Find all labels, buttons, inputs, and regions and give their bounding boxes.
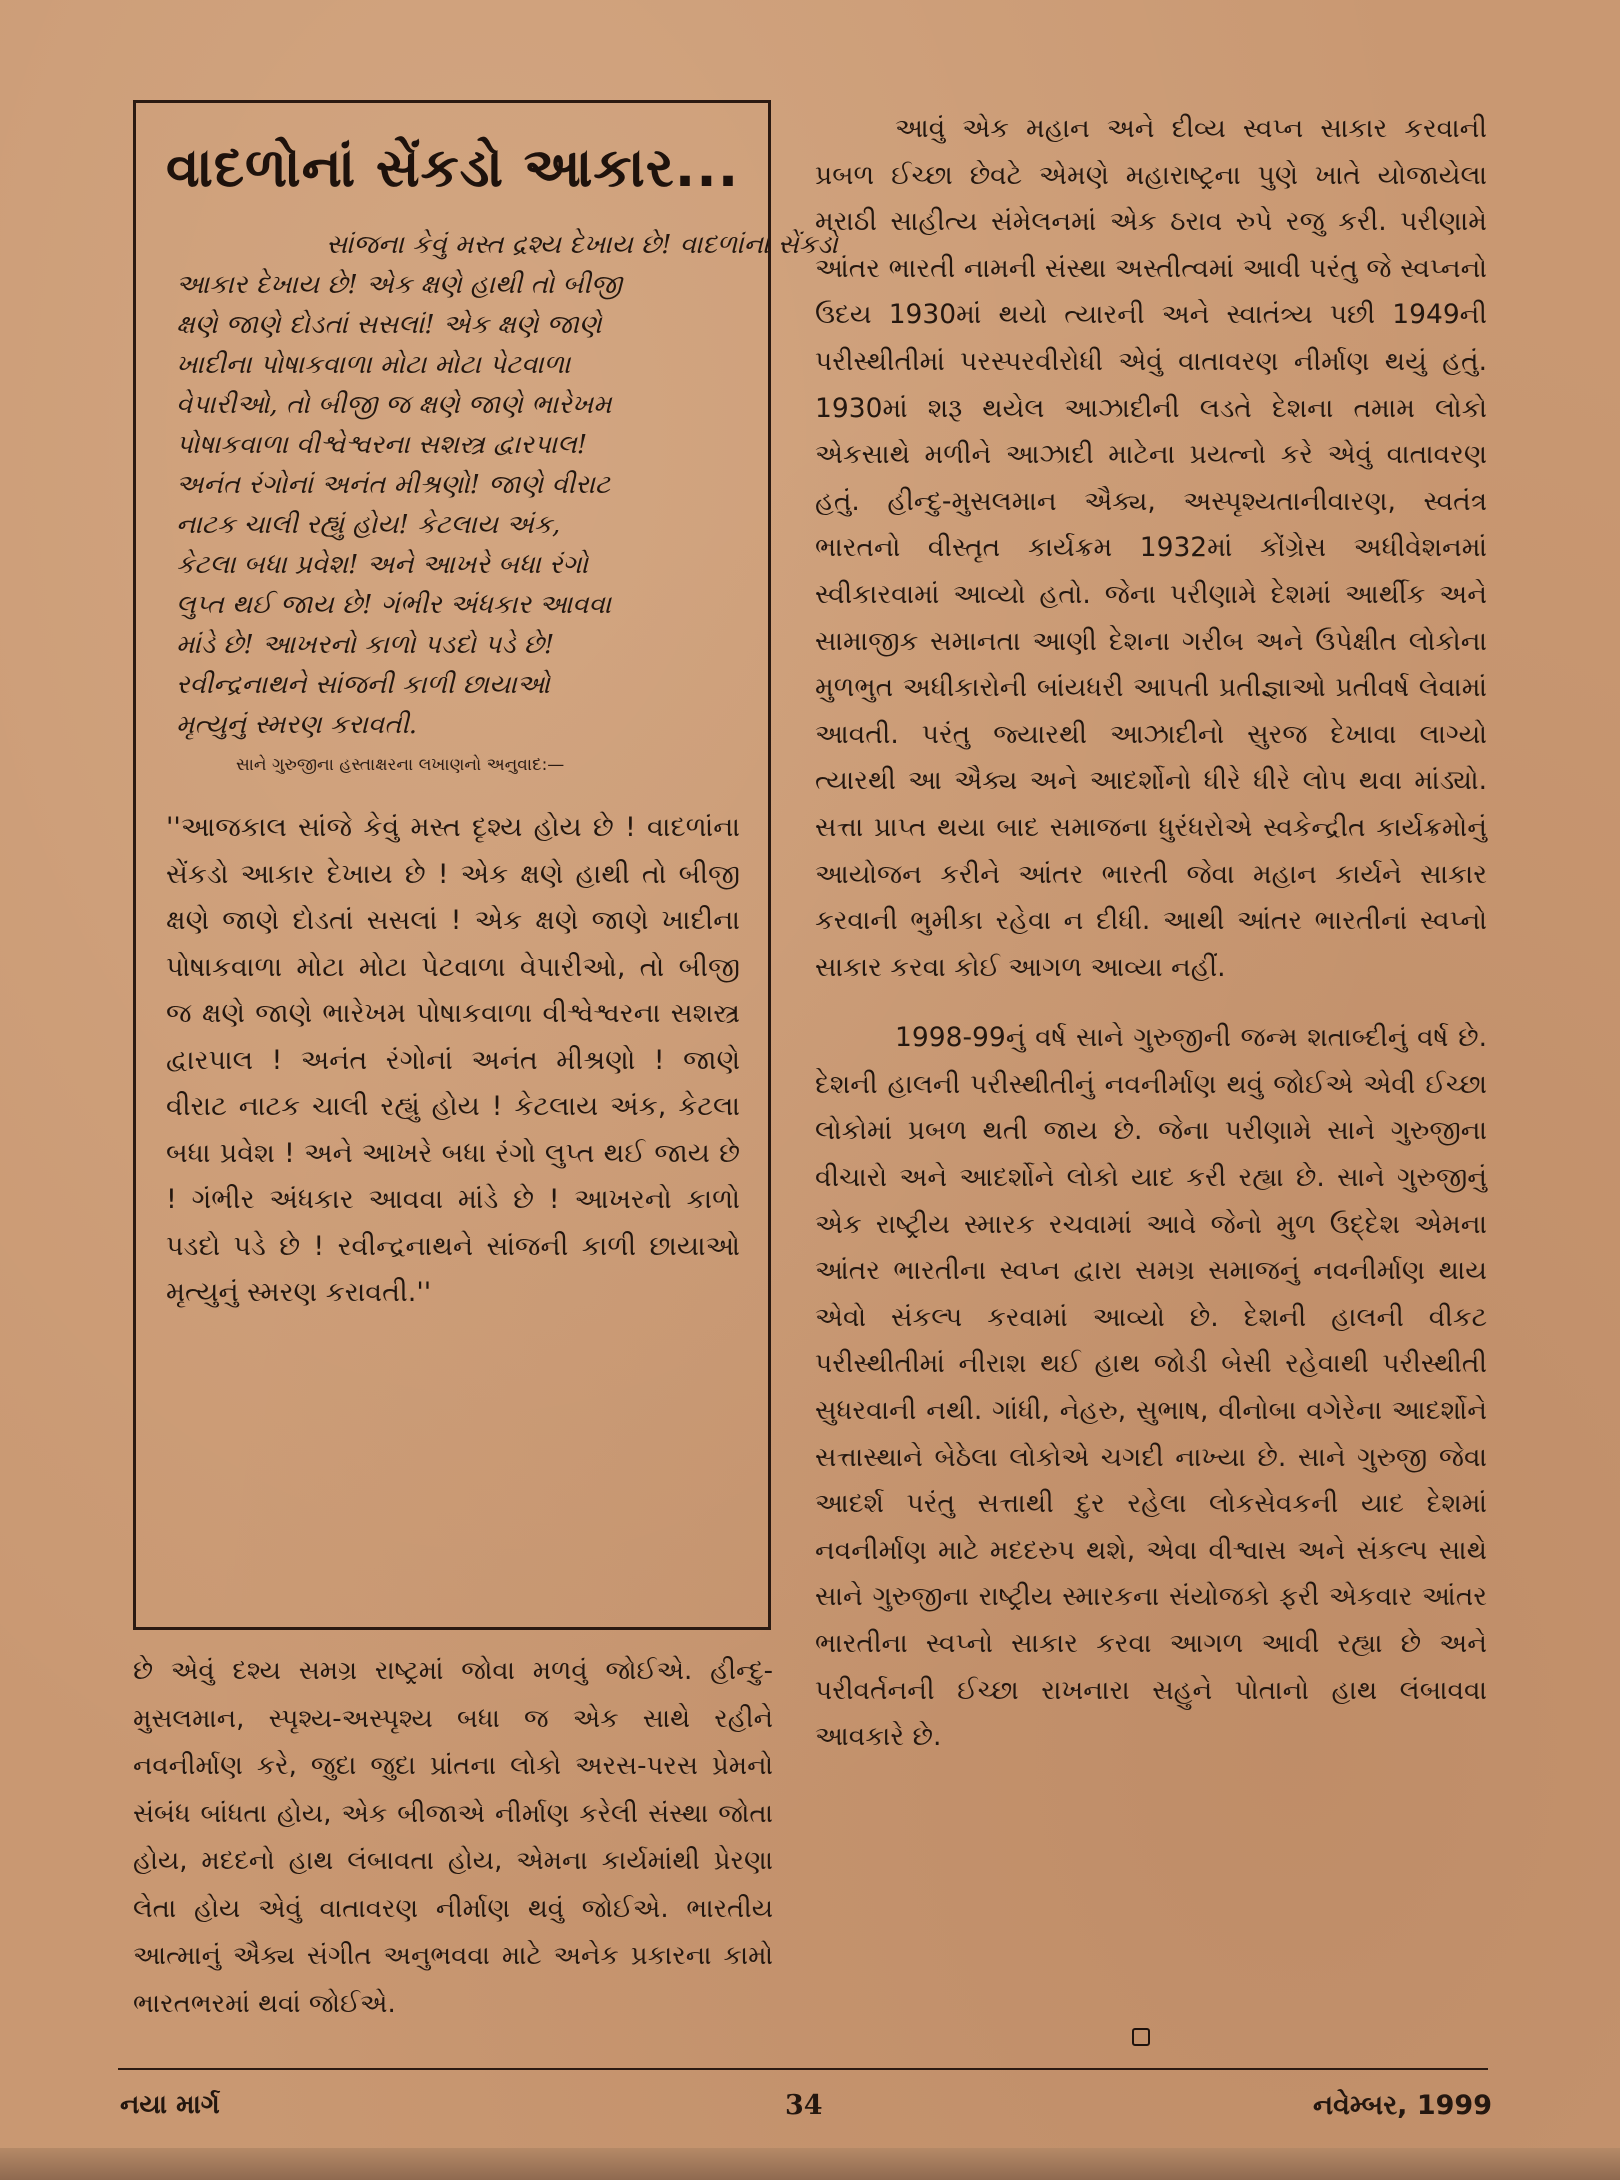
end-of-article-square-icon <box>1132 2028 1150 2046</box>
handwriting-line: વેપારીઓ, તો બીજી જ ક્ષણે જાણે ભારેખમ <box>176 390 612 420</box>
handwriting-line: રવીન્દ્રનાથને સાંજની કાળી છાયાઓ <box>176 670 550 700</box>
boxed-quote-column <box>133 100 838 1630</box>
article-paragraph: આવું એક મહાન અને દીવ્ય સ્વપ્ન સાકાર કરવાની પ્રબળ ઈચ્છા છેવટે એમણે મહારાષ્ટ્રના પુણે ખાતે યોજાયેલા મરાઠી સાહીત્ય સંમેલનમાં એક ઠરાવ રુપે રજુ કરી. પરીણામે આંતર ભારતી નામની સંસ્થા અસ્તીત્વમાં આવી પરંતુ જે સ્વપ્નનો ઉદય 1930માં થયો ત્યારની અને સ્વાતંત્ર્ય પછી 1949ની પરીસ્થીતીમાં પરસ્પરવીરોધી એવું વાતાવરણ નીર્માણ થયું હતું. 1930માં શરૂ થયેલ આઝાદીની લડતે દેશના તમામ લોકો એકસાથે મળીને આઝાદી માટેના પ્રયત્નો કરે એવું વાતાવરણ હતું. હીન્દુ-મુસલમાન ઐક્ય, અસ્પૃશ્યતાનીવારણ, સ્વતંત્ર ભારતનો વીસ્તૃત કાર્યક્રમ 1932માં કોંગ્રેસ અધીવેશનમાં સ્વીકારવામાં આવ્યો હતો. જેના પરીણામે દેશમાં આર્થીક અને સામાજીક સમાનતા આણી દેશના ગરીબ અને ઉપેક્ષીત લોકોના મુળભુત અધીકારોની બાંયધરી આપતી પ્રતીજ્ઞાઓ પ્રતીવર્ષ લેવામાં આવતી. પરંતુ જ્યારથી આઝાદીનો સુરજ દેખાવા લાગ્યો ત્યારથી આ ઐક્ય અને આદર્શોનો ધીરે ધીરે લોપ થવા માંડ્યો. સત્તા પ્રાપ્ત થયા બાદ સમાજના ધુરંધરોએ સ્વકેન્દ્રીત કાર્યક્રમોનું આયોજન કરીને આંતર ભારતી જેવા મહાન કાર્યને સાકાર કરવાની ભુમીકા રહેવા ન દીધી. આથી આંતર ભારતીનાં સ્વપ્નો સાકાર કરવા કોઈ આગળ આવ્યા નહીં. <box>815 113 1487 983</box>
scan-edge-shadow <box>0 2148 1620 2180</box>
handwriting-line: આકાર દેખાય છે! એક ક્ષણે હાથી તો બીજી <box>176 270 622 300</box>
handwriting-line: અનંત રંગોનાં અનંત મીશ્રણો! જાણે વીરાટ <box>176 470 611 500</box>
left-column-continuation: છે એવું દશ્ય સમગ્ર રાષ્ટ્રમાં જોવા મળવું જોઈએ. હીન્દુ-મુસલમાન, સ્પૃશ્ય-અસ્પૃશ્ય બધા જ એક સાથે રહીને નવનીર્માણ કરે, જુદા જુદા પ્રાંતના લોકો અરસ-પરસ પ્રેમનો સંબંધ બાંધતા હોય, એક બીજાએ નીર્માણ કરેલી સંસ્થા જોતા હોય, મદદનો હાથ લંબાવતા હોય, એમના કાર્યમાંથી પ્રેરણા લેતા હોય એવું વાતાવરણ નીર્માણ થવું જોઈએ. ભારતીય આત્માનું ઐક્ય સંગીત અનુભવવા માટે અનેક પ્રકારના કામો ભારતભરમાં થવાં જોઈએ. <box>133 1656 773 2019</box>
translated-quote: ''આજકાલ સાંજે કેવું મસ્ત દૃશ્ય હોય છે ! વાદળાંના સેંકડો આકાર દેખાય છે ! એક ક્ષણે હાથી તો બીજી ક્ષણે જાણે દોડતાં સસલાં ! એક ક્ષણે જાણે ખાદીના પોષાકવાળા મોટા મોટા પેટવાળા વેપારીઓ, તો બીજી જ ક્ષણે જાણે ભારેખમ પોષાકવાળા વીશ્વેશ્વરના સશસ્ત્ર દ્વારપાલ ! અનંત રંગોનાં અનંત મીશ્રણો ! જાણે વીરાટ નાટક ચાલી રહ્યું હોય ! કેટલાય અંક, કેટલા બધા પ્રવેશ ! અને આખરે બધા રંગો લુપ્ત થઈ જાય છે ! ગંભીર અંધકાર આવવા માંડે છે ! આખરનો કાળો પડદો પડે છે ! રવીન્દ્રનાથને સાંજની કાળી છાયાઓ મૃત્યુનું સ્મરણ કરાવતી.'' <box>166 812 740 1308</box>
handwriting-line: માંડે છે! આખરનો કાળો પડદો પડે છે! <box>176 630 555 660</box>
footer-divider <box>118 2068 1488 2070</box>
magazine-name: નયા માર્ગ <box>120 2090 220 2120</box>
handwriting-line: નાટક ચાલી રહ્યું હોય! કેટલાય અંક, <box>176 510 561 540</box>
page-number: 34 <box>785 2090 823 2121</box>
handwriting-line: ક્ષણે જાણે દોડતાં સસલાં! એક ક્ષણે જાણે <box>176 310 602 340</box>
handwriting-line: કેટલા બધા પ્રવેશ! અને આખરે બધા રંગો <box>176 550 588 580</box>
issue-date: નવેમ્બર, 1999 <box>1313 2090 1492 2121</box>
handwriting-line: ખાદીના પોષાકવાળા મોટા મોટા પેટવાળા <box>176 350 571 380</box>
handwriting-line: મૃત્યુનું સ્મરણ કરાવતી. <box>176 710 418 740</box>
box-title: વાદળોનાં સેંકડો આકાર... <box>166 136 740 199</box>
handwriting-line: લુપ્ત થઈ જાય છે! ગંભીર અંધકાર આવવા <box>176 590 612 620</box>
handwriting-line: પોષાકવાળા વીશ્વેશ્વરના સશસ્ત્ર દ્વારપાલ! <box>176 430 588 460</box>
translation-caption: સાને ગુરુજીના હસ્તાક્ષરના લખાણનો અનુવાદ:— <box>236 755 565 775</box>
handwritten-note <box>176 225 838 745</box>
article-paragraph: 1998-99નું વર્ષ સાને ગુરુજીની જન્મ શતાબ્દીનું વર્ષ છે. દેશની હાલની પરીસ્થીતીનું નવનીર્માણ થવું જોઈએ એવી ઈચ્છા લોકોમાં પ્રબળ થતી જાય છે. જેના પરીણામે સાને ગુરુજીના વીચારો અને આદર્શોને લોકો યાદ કરી રહ્યા છે. સાને ગુરુજીનું એક રાષ્ટ્રીય સ્મારક રચવામાં આવે જેનો મુળ ઉદ્દેશ એમના આંતર ભારતીના સ્વપ્ન દ્વારા સમગ્ર સમાજનું નવનીર્માણ થાય એવો સંકલ્પ કરવામાં આવ્યો છે. દેશની હાલની વીકટ પરીસ્થીતીમાં નીરાશ થઈ હાથ જોડી બેસી રહેવાથી પરીસ્થીતી સુધરવાની નથી. ગાંધી, નેહરુ, સુભાષ, વીનોબા વગેરેના આદર્શોને સત્તાસ્થાને બેઠેલા લોકોએ ચગદી નાખ્યા છે. સાને ગુરુજી જેવા આદર્શ પરંતુ સત્તાથી દુર રહેલા લોકસેવકની યાદ દેશમાં નવનીર્માણ માટે મદદરુપ થશે, એવા વીશ્વાસ અને સંકલ્પ સાથે સાને ગુરુજીના રાષ્ટ્રીય સ્મારકના સંયોજકો ફરી એકવાર આંતર ભારતીના સ્વપ્નો સાકાર કરવા આગળ આવી રહ્યા છે અને પરીવર્તનની ઈચ્છા રાખનારા સહુને પોતાનો હાથ લંબાવવા આવકારે છે. <box>815 1022 1487 1753</box>
handwriting-line: સાંજના કેવું મસ્ત દ્રશ્ય દેખાય છે! વાદળાંના સેંકડો <box>326 230 838 260</box>
right-article-column <box>815 106 1487 1787</box>
